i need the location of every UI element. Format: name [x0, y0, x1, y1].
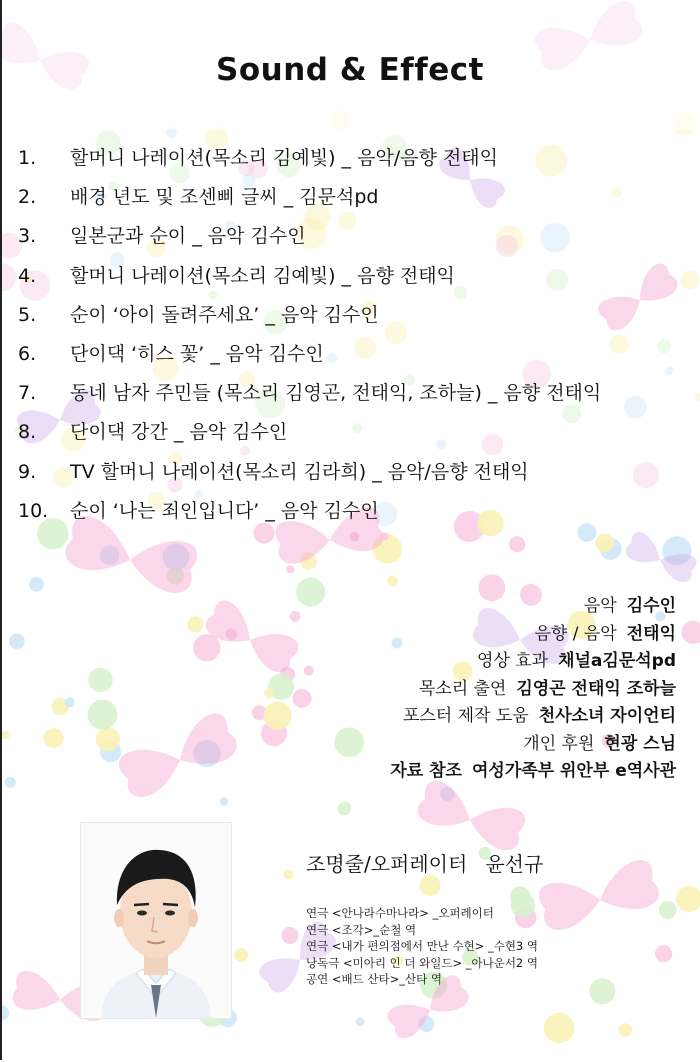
- decorative-dot: [659, 901, 677, 919]
- credit-line: [76, 731, 676, 759]
- decorative-dot: [356, 1018, 365, 1027]
- track-number: 9.: [18, 460, 37, 483]
- credit-line: [76, 648, 676, 676]
- decorative-dot: [1, 731, 9, 739]
- track-text: 순이 ‘아이 돌려주세요’ _ 음악 김수인: [70, 303, 379, 326]
- track-text: 배경 년도 및 조센삐 글씨 _ 김문석pd: [70, 186, 379, 209]
- decorative-dot: [234, 948, 248, 962]
- decorative-dot: [387, 576, 398, 587]
- decorative-dot: [5, 777, 16, 788]
- credit-person: 채널a김문석pd: [558, 651, 676, 671]
- credit-line: [76, 593, 676, 621]
- decorative-dot: [619, 1023, 632, 1036]
- credit-person: 김영곤 전태익 조하늘: [516, 678, 676, 699]
- track-item: [18, 375, 698, 414]
- decorative-dot: [589, 978, 615, 1004]
- track-text: 단이댁 강간 _ 음악 김수인: [70, 421, 288, 444]
- credit-role: 자료 참조: [390, 761, 462, 781]
- track-text: 할머니 나레이션(목소리 김예빛) _ 음향 전태익: [70, 264, 455, 287]
- credit-role: 영상 효과: [476, 651, 549, 671]
- decorative-dot: [420, 875, 441, 896]
- track-number: 5.: [18, 303, 37, 326]
- credit-role: 음악: [583, 596, 617, 616]
- operator-role: 조명줄/오퍼레이터: [306, 852, 468, 876]
- track-text: 할머니 나레이션(목소리 김예빛) _ 음악/음향 전태익: [70, 147, 499, 169]
- credit-role: 목소리 출연: [418, 678, 507, 699]
- track-item: [18, 218, 698, 257]
- track-item: [18, 454, 698, 493]
- track-number: 1.: [18, 147, 37, 169]
- track-text: 단이댁 ‘히스 꽃’ _ 음악 김수인: [70, 342, 324, 365]
- track-text: TV 할머니 나레이션(목소리 김라희) _ 음악/음향 전태익: [70, 460, 529, 483]
- operator-photo: [80, 822, 232, 1019]
- operator-works: [306, 905, 538, 988]
- credit-person: 천사소녀 자이언티: [538, 706, 676, 726]
- credit-person: 여성가족부 위안부 e역사관: [471, 761, 676, 781]
- decorative-dot: [338, 802, 352, 816]
- track-number: 6.: [18, 342, 37, 365]
- decorative-dot: [544, 1013, 574, 1043]
- work-item: 낭독극 <미아리 인 더 와일드> _아나운서2 역: [306, 955, 539, 970]
- credits-block: [76, 593, 676, 786]
- track-number: 2.: [18, 186, 37, 209]
- work-item: 공연 <배드 산타>_산타 역: [306, 972, 442, 986]
- credit-line: [76, 621, 676, 649]
- operator-heading: [306, 848, 543, 877]
- decorative-dot: [595, 534, 614, 553]
- track-number: 7.: [18, 382, 37, 405]
- track-number: 3.: [18, 225, 37, 248]
- credit-line: [76, 703, 676, 731]
- credit-role: 포스터 제작 도움: [402, 706, 529, 726]
- track-text: 동네 남자 주민들 (목소리 김영곤, 전태익, 조하늘) _ 음향 전태익: [70, 382, 602, 405]
- track-text: 일본군과 순이 _ 음악 김수인: [70, 225, 306, 248]
- credit-person: 현광 스님: [604, 733, 676, 754]
- track-number: 8.: [18, 421, 37, 444]
- decorative-dot: [284, 870, 294, 880]
- decorative-dot: [29, 577, 44, 592]
- operator-name: 윤선규: [485, 852, 544, 876]
- credit-role: 음향 / 음악: [534, 623, 617, 644]
- track-text: 순이 ‘나는 죄인입니다’ _ 음악 김수인: [70, 499, 379, 522]
- track-item: [18, 336, 698, 375]
- track-item: [18, 493, 698, 532]
- decorative-dot: [509, 536, 525, 552]
- decorative-dot: [220, 797, 229, 806]
- track-item: [18, 140, 698, 179]
- track-number: 10.: [18, 499, 49, 522]
- credit-role: 개인 후원: [523, 733, 595, 754]
- track-number: 4.: [18, 264, 37, 287]
- credit-line: [76, 676, 676, 704]
- work-item: 연극 <내가 편의점에서 만난 수현> _수현3 역: [306, 939, 539, 953]
- track-item: [18, 414, 698, 453]
- track-list: [18, 140, 698, 532]
- decorative-dot: [44, 728, 64, 748]
- track-item: [18, 258, 698, 297]
- portrait-image: [81, 823, 231, 1018]
- track-item: [18, 297, 698, 336]
- credit-person: 전태익: [626, 623, 676, 644]
- decorative-dot: [9, 633, 25, 649]
- track-item: [18, 179, 698, 218]
- decorative-dot: [655, 945, 672, 962]
- page-title: Sound & Effect: [216, 52, 484, 88]
- credit-line: [76, 758, 676, 786]
- work-item: 연극 <안나라수마나라> _오퍼레이터: [306, 906, 494, 920]
- credit-person: 김수인: [626, 596, 676, 616]
- decorative-dot: [281, 927, 298, 944]
- work-item: 연극 <조각>_순철 역: [306, 922, 417, 937]
- decorative-dot: [65, 697, 75, 707]
- decorative-dot: [286, 565, 294, 573]
